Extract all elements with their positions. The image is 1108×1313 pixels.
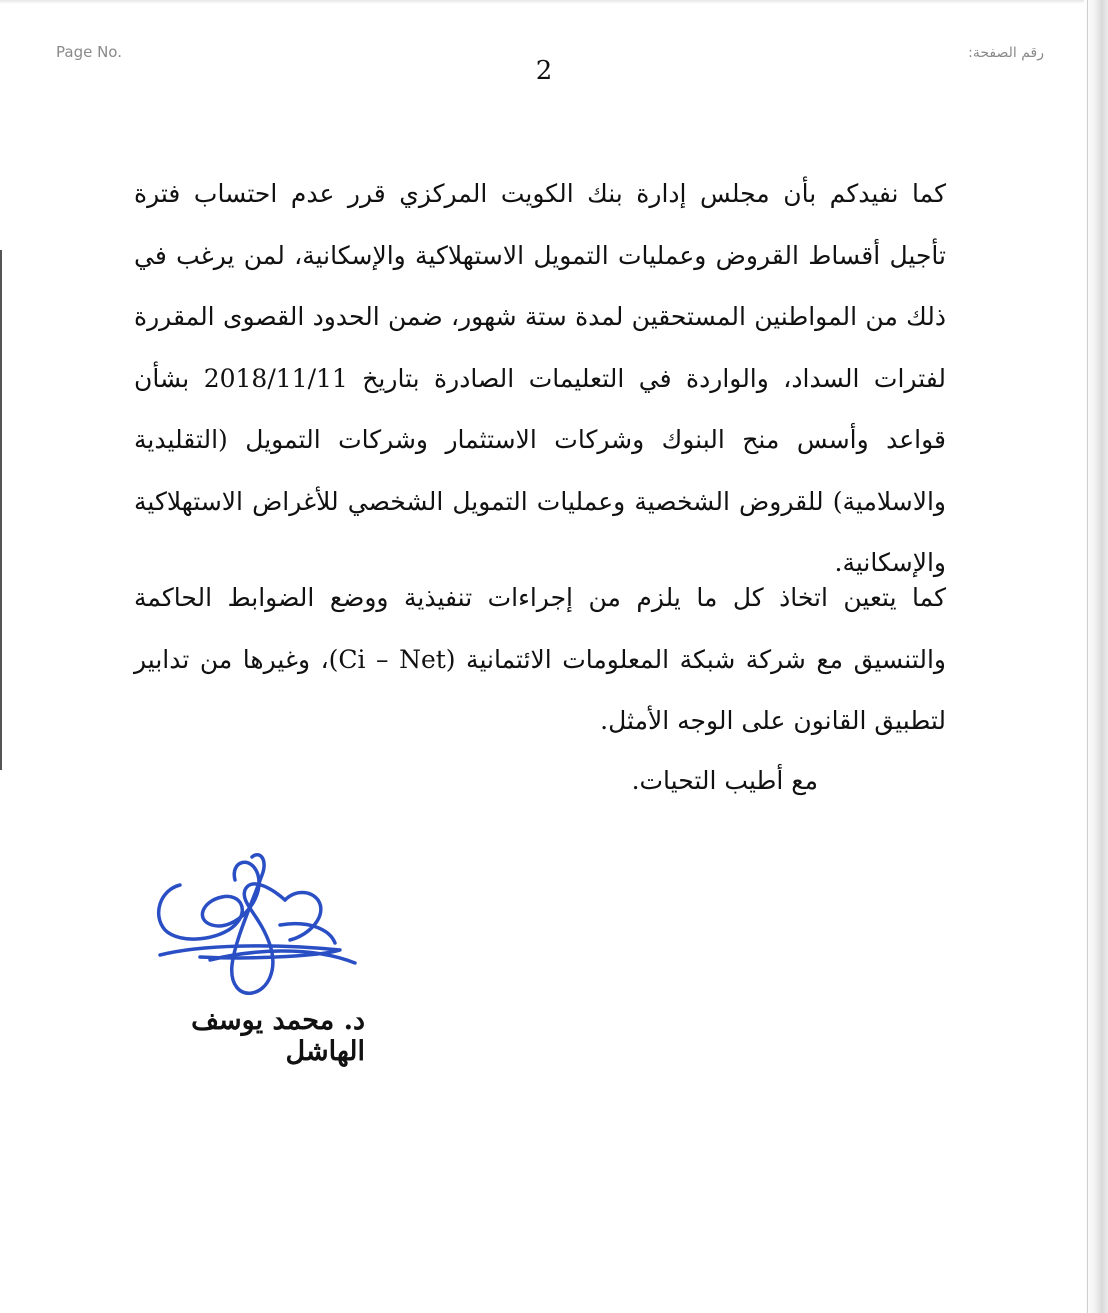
signer-name: د. محمد يوسف الهاشل (191, 1005, 365, 1067)
left-margin-line (0, 250, 2, 770)
handwritten-signature (140, 845, 380, 1010)
page-right-edge-line (1087, 0, 1088, 1313)
body-paragraph-1: كما نفيدكم بأن مجلس إدارة بنك الكويت المركزي قرر عدم احتساب فترة تأجيل أقساط القروض وعمليات التمويل الاستهلاكية والإسكانية، لمن يرغب في ذلك من المواطنين المستحقين لمدة ستة شهور، ضمن الحدود القصوى المقررة لفترات السداد، والواردة في التعليمات الصادرة بتاريخ 2018/11/11 بشأن قواعد وأسس منح البنوك وشركات الاستثمار وشركات التمويل (التقليدية والاسلامية) للقروض الشخصية وعمليات التمويل الشخصي للأغراض الاستهلاكية والإسكانية. (134, 179, 946, 577)
page-no-label-en: Page No. (56, 43, 122, 61)
page-top-edge (0, 0, 1108, 4)
closing-greeting: مع أطيب التحيات. (631, 766, 818, 795)
page-number: 2 (535, 56, 553, 86)
page-no-label-ar: رقم الصفحة: (968, 45, 1044, 61)
body-paragraph-2: كما يتعين اتخاذ كل ما يلزم من إجراءات تنفيذية ووضع الضوابط الحاكمة والتنسيق مع شركة شبكة المعلومات الائتمانية (Ci – Net)، وغيرها من تدابير لتطبيق القانون على الوجه الأمثل. (134, 583, 946, 735)
